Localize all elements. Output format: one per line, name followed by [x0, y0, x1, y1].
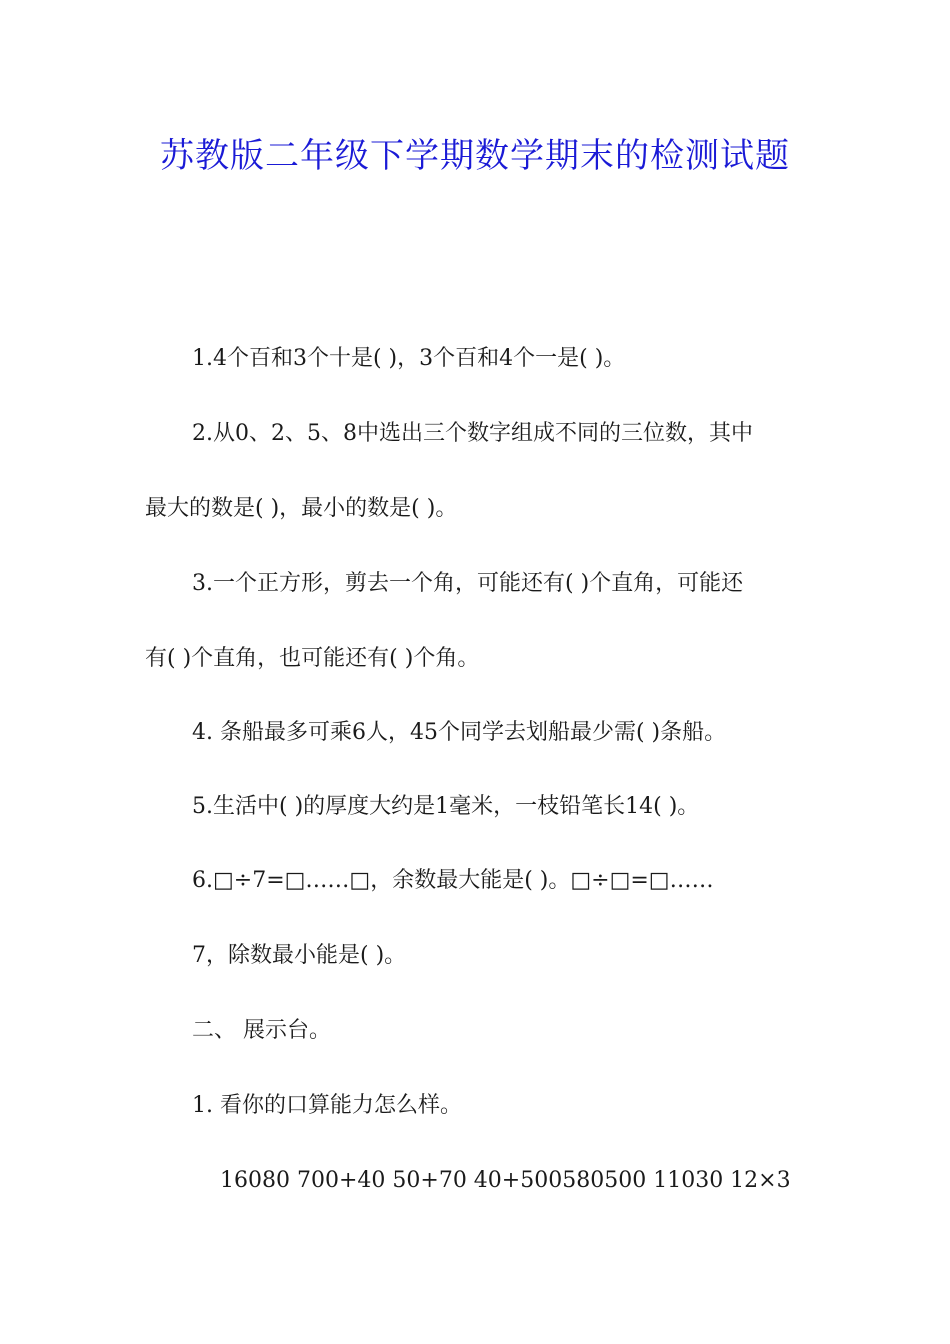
- subsection-heading: 1. 看你的口算能力怎么样。: [192, 1093, 462, 1118]
- question-1: 1.4个百和3个十是( )，3个百和4个一是( )。: [192, 346, 626, 371]
- section-heading: 二、 展示台。: [192, 1018, 331, 1043]
- question-4: 4. 条船最多可乘6人，45个同学去划船最少需( )条船。: [192, 720, 727, 745]
- question-3-line-1: 3.一个正方形，剪去一个角，可能还有( )个直角，可能还: [192, 571, 744, 596]
- arithmetic-row: 16080 700+40 50+70 40+500580500 11030 12×3: [220, 1168, 791, 1193]
- question-5: 5.生活中( )的厚度大约是1毫米，一枝铅笔长14( )。: [192, 794, 700, 819]
- question-3-line-2: 有( )个直角，也可能还有( )个角。: [145, 646, 480, 671]
- document-title: 苏教版二年级下学期数学期末的检测试题: [160, 136, 790, 176]
- question-6-line-2: 7，除数最小能是( )。: [192, 943, 407, 968]
- question-6-line-1: 6.□÷7=□……□，余数最大能是( )。□÷□=□……: [192, 868, 714, 893]
- question-2-line-1: 2.从0、2、5、8中选出三个数字组成不同的三位数，其中: [192, 421, 753, 446]
- question-2-line-2: 最大的数是( )，最小的数是( )。: [145, 496, 458, 521]
